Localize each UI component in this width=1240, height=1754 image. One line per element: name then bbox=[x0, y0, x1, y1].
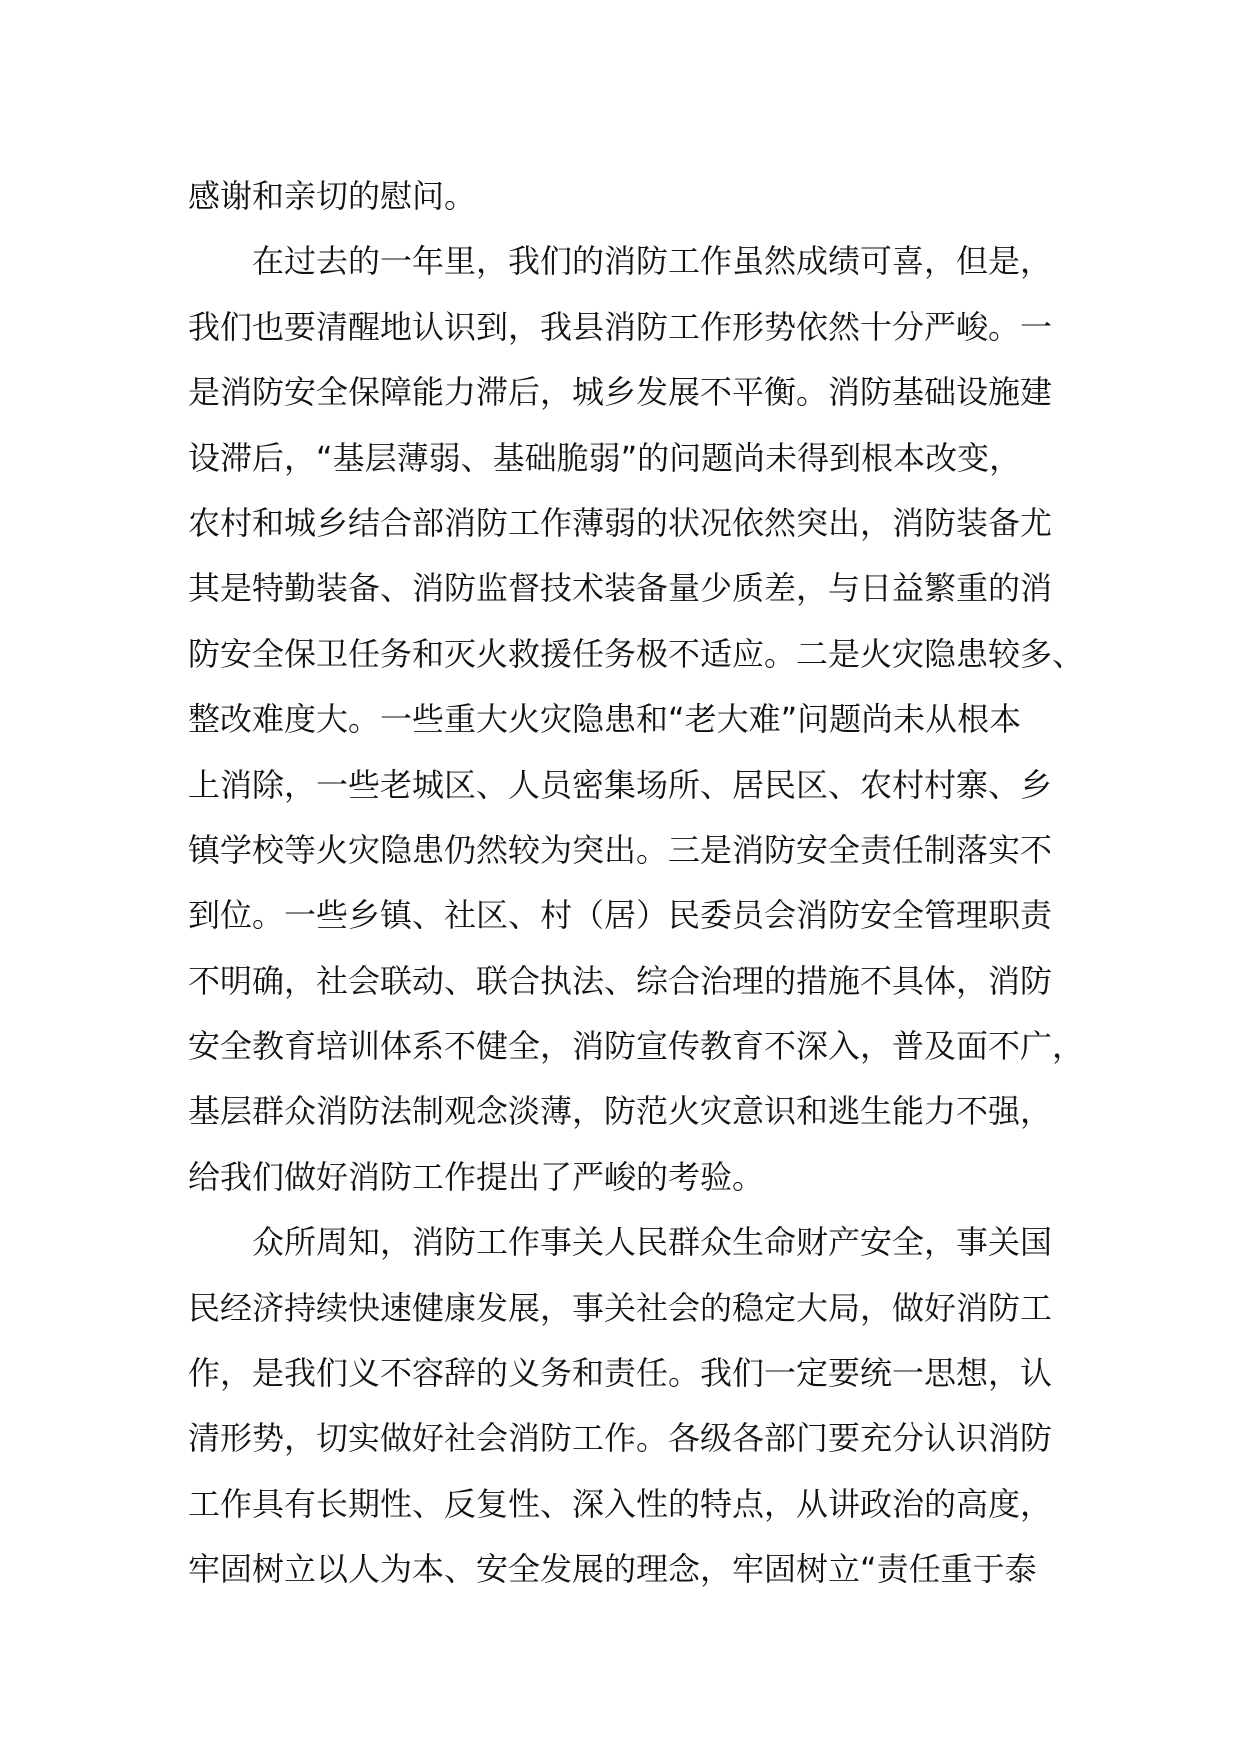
text-line: 基层群众消防法制观念淡薄，防范火灾意识和逃生能力不强， bbox=[188, 1092, 1053, 1131]
paragraph-first-line: 在过去的一年里，我们的消防工作虽然成绩可喜，但是， bbox=[252, 242, 1053, 281]
text-line: 作，是我们义不容辞的义务和责任。我们一定要统一思想，认 bbox=[188, 1354, 1053, 1393]
text-line: 农村和城乡结合部消防工作薄弱的状况依然突出，消防装备尤 bbox=[188, 503, 1053, 542]
text-line: 感谢和亲切的慰问。 bbox=[188, 177, 477, 215]
text-line: 是消防安全保障能力滞后，城乡发展不平衡。消防基础设施建 bbox=[188, 373, 1053, 412]
text-line: 清形势，切实做好社会消防工作。各级各部门要充分认识消防 bbox=[188, 1419, 1053, 1458]
text-line: 工作具有长期性、反复性、深入性的特点，从讲政治的高度， bbox=[188, 1484, 1053, 1523]
text-line: 民经济持续快速健康发展，事关社会的稳定大局，做好消防工 bbox=[188, 1288, 1053, 1327]
text-line: 牢固树立以人为本、安全发展的理念，牢固树立“责任重于泰 bbox=[188, 1550, 1037, 1589]
text-line: 到位。一些乡镇、社区、村（居）民委员会消防安全管理职责 bbox=[188, 896, 1053, 935]
text-line: 其是特勤装备、消防监督技术装备量少质差，与日益繁重的消 bbox=[188, 569, 1053, 608]
text-line: 安全教育培训体系不健全，消防宣传教育不深入，普及面不广， bbox=[188, 1027, 1085, 1066]
text-line: 设滞后，“基层薄弱、基础脆弱”的问题尚未得到根本改变， bbox=[188, 438, 1022, 477]
text-line: 上消除，一些老城区、人员密集场所、居民区、农村村寨、乡 bbox=[188, 765, 1053, 804]
text-line: 整改难度大。一些重大火灾隐患和“老大难”问题尚未从根本 bbox=[188, 700, 1022, 739]
text-line: 给我们做好消防工作提出了严峻的考验。 bbox=[188, 1157, 765, 1196]
text-line: 我们也要清醒地认识到，我县消防工作形势依然十分严峻。一 bbox=[188, 307, 1053, 346]
text-line: 镇学校等火灾隐患仍然较为突出。三是消防安全责任制落实不 bbox=[188, 830, 1053, 869]
text-line: 不明确，社会联动、联合执法、综合治理的措施不具体，消防 bbox=[188, 961, 1053, 1000]
text-line: 防安全保卫任务和灭火救援任务极不适应。二是火灾隐患较多、 bbox=[188, 634, 1085, 673]
document-body bbox=[188, 164, 1092, 1603]
paragraph-first-line: 众所周知，消防工作事关人民群众生命财产安全，事关国 bbox=[252, 1223, 1053, 1262]
